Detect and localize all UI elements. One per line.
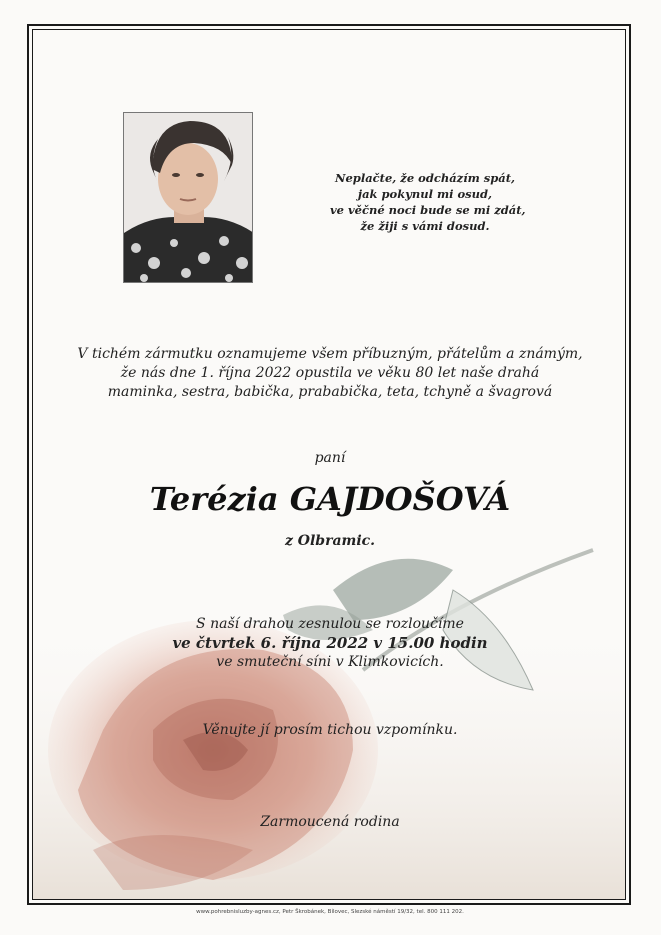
verse-line: Neplačte, že odcházím spát, bbox=[334, 171, 516, 185]
verse-line: jak pokynul mi osud, bbox=[357, 187, 493, 201]
announcement-text bbox=[60, 345, 600, 402]
announcement-line: že nás dne 1. října 2022 opustila ve věku 80 let naše drahá bbox=[120, 365, 540, 381]
verse-poem bbox=[330, 170, 526, 234]
memory-request: Věnujte jí prosím tichou vzpomínku. bbox=[202, 722, 458, 738]
farewell-details bbox=[120, 615, 540, 672]
announcement-line: V tichém zármutku oznamujeme všem příbuzným, přátelům a známým, bbox=[77, 346, 583, 362]
deceased-name: Terézia GAJDOŠOVÁ bbox=[149, 480, 511, 518]
portrait-photo bbox=[123, 112, 253, 283]
salutation: paní bbox=[314, 450, 346, 466]
farewell-datetime: ve čtvrtek 6. října 2022 v 15.00 hodin bbox=[172, 634, 488, 652]
announcement-line: maminka, sestra, babička, prababička, teta, tchyně a švagrová bbox=[107, 384, 553, 400]
farewell-intro: S naší drahou zesnulou se rozloučíme bbox=[196, 616, 464, 632]
funeral-service-footer: www.pohrebnisluzby-agnes.cz, Petr Škrobánek, Bílovec, Slezské náměstí 19/32, tel. 800 111 202. bbox=[196, 909, 464, 915]
family-signature: Zarmoucená rodina bbox=[260, 814, 400, 830]
farewell-place: ve smuteční síni v Klimkovicích. bbox=[216, 654, 444, 670]
deceased-origin: z Olbramic. bbox=[284, 533, 376, 549]
verse-line: ve věčné noci bude se mi zdát, bbox=[330, 203, 526, 217]
verse-line: že žiji s vámi dosud. bbox=[360, 219, 490, 233]
